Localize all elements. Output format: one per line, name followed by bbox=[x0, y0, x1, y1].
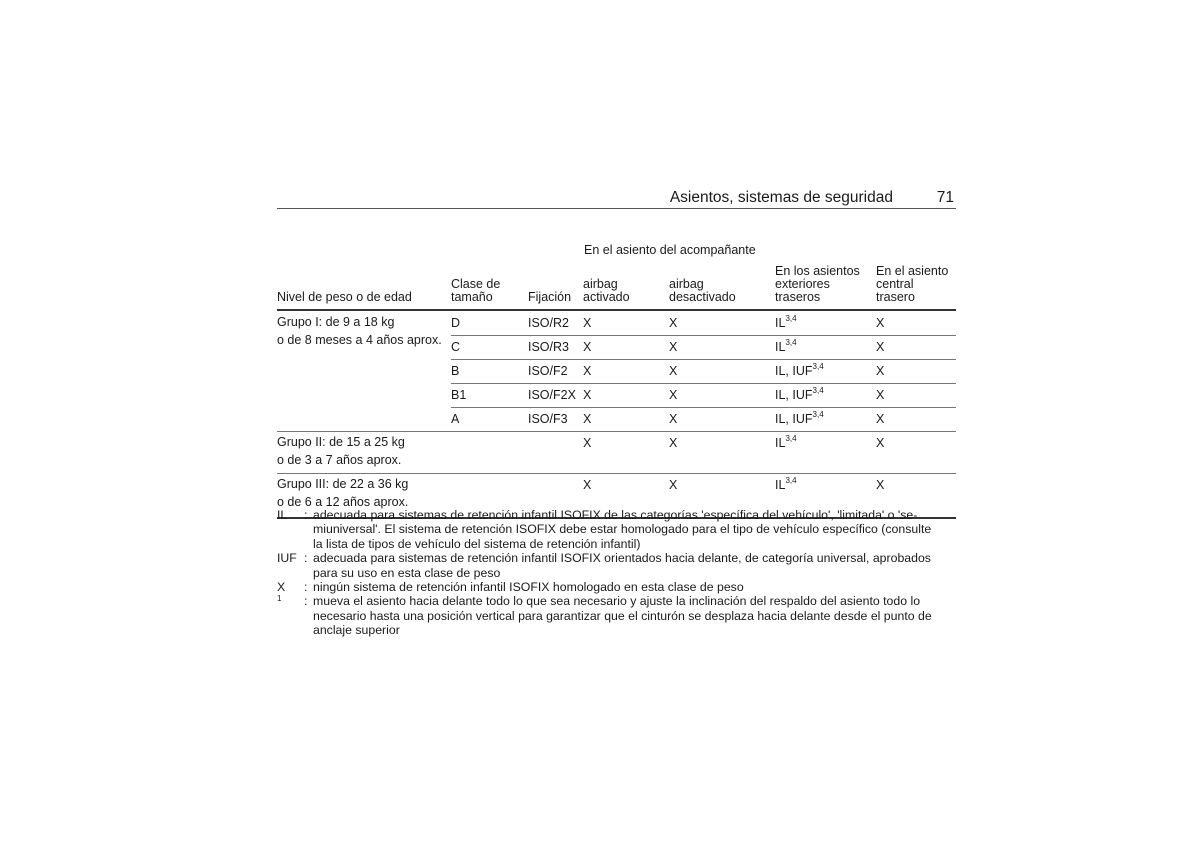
airbag-on-header bbox=[583, 278, 630, 304]
center-seat-cell: X bbox=[876, 316, 885, 330]
row-divider bbox=[451, 383, 956, 384]
weight-header bbox=[277, 291, 412, 304]
group-subtitle: o de 6 a 12 años aprox. bbox=[277, 495, 409, 509]
center-seat-header-line: En el asiento bbox=[876, 264, 949, 278]
outer-seats-cell: IL$^{3,4}$ bbox=[775, 433, 797, 450]
size-class-cell: A bbox=[451, 412, 460, 426]
footnote-ref: 3,4 bbox=[812, 361, 824, 371]
footnote-colon: : bbox=[304, 580, 308, 595]
group-divider bbox=[277, 473, 956, 474]
footnote-item bbox=[277, 551, 956, 580]
group-heading: En el asiento del acompañante bbox=[584, 243, 756, 257]
footnote-colon: : bbox=[304, 551, 308, 566]
row-divider bbox=[451, 407, 956, 408]
center-seat-cell: X bbox=[876, 388, 885, 402]
footnote-item bbox=[277, 508, 956, 551]
footnote-ref: 3,4 bbox=[812, 385, 824, 395]
airbag-on-cell: X bbox=[583, 412, 592, 426]
airbag-on-cell: X bbox=[583, 364, 592, 378]
footnote-colon: : bbox=[304, 508, 308, 522]
airbag-on-header-line: activado bbox=[583, 290, 630, 304]
footnote-text-line: anclaje superior bbox=[313, 623, 400, 638]
outer-seats-cell: IL, IUF$^{3,4}$ bbox=[775, 385, 824, 402]
row-divider bbox=[451, 359, 956, 360]
airbag-on-cell: X bbox=[583, 388, 592, 402]
size-class-header-line: tamaño bbox=[451, 290, 493, 304]
airbag-on-cell: X bbox=[583, 316, 592, 330]
group-title: Grupo I: de 9 a 18 kg bbox=[277, 315, 395, 329]
page-number: 71 bbox=[936, 189, 954, 206]
center-seat-header-line: central bbox=[876, 277, 914, 291]
outer-seats-cell: IL$^{3,4}$ bbox=[775, 313, 797, 330]
size-class-cell: B bbox=[451, 364, 460, 378]
footnote-colon: : bbox=[304, 594, 308, 609]
airbag-on-header-line: airbag bbox=[583, 277, 618, 291]
footnotes bbox=[277, 508, 956, 638]
outer-seats-cell: IL, IUF$^{3,4}$ bbox=[775, 409, 824, 426]
footnote-text: adecuada para sistemas de retención infantil ISOFIX orientados hacia delante, de categoría universal, aprobados bbox=[313, 551, 931, 566]
footnote-text-line: la lista de tipos de vehículo del sistema de retención infantil) bbox=[313, 536, 641, 551]
footnote-ref: 3,4 bbox=[785, 313, 797, 323]
fixation-cell: ISO/F3 bbox=[528, 412, 568, 426]
center-seat-cell: X bbox=[876, 412, 885, 426]
footnote-text-line: para su uso en esta clase de peso bbox=[313, 565, 501, 580]
table-header-row bbox=[277, 259, 956, 307]
footnote-text-line: necesario hasta una posición vertical para garantizar que el cinturón se desplaza hacia delante desde el punto de bbox=[313, 608, 932, 623]
outer-seats-cell: IL$^{3,4}$ bbox=[775, 337, 797, 354]
outer-seats-header-line: En los asientos bbox=[775, 264, 860, 278]
center-seat-cell: X bbox=[876, 340, 885, 354]
fixation-cell: ISO/R2 bbox=[528, 316, 569, 330]
footnote-text-line: miuniversal'. El sistema de retención ISOFIX debe estar homologado para el tipo de vehículo específico (consulte bbox=[313, 522, 932, 537]
header-rule bbox=[277, 309, 956, 311]
size-class-cell: D bbox=[451, 316, 461, 330]
center-seat-cell: X bbox=[876, 364, 885, 378]
outer-seats-header-line: exteriores bbox=[775, 277, 830, 291]
footnote-item bbox=[277, 580, 956, 594]
group-subtitle: o de 3 a 7 años aprox. bbox=[277, 453, 402, 467]
outer-seats-cell: IL$^{3,4}$ bbox=[775, 475, 797, 492]
footnote-key: X bbox=[277, 580, 286, 595]
fixation-cell: ISO/F2X bbox=[528, 388, 576, 402]
airbag-off-header-line: airbag bbox=[669, 277, 704, 291]
group-title: Grupo II: de 15 a 25 kg bbox=[277, 435, 405, 449]
group-title: Grupo III: de 22 a 36 kg bbox=[277, 477, 409, 491]
page-title: Asientos, sistemas de seguridad bbox=[669, 189, 893, 206]
footnote-ref: 3,4 bbox=[785, 475, 797, 485]
fixation-cell: ISO/F2 bbox=[528, 364, 568, 378]
outer-seats-header-line: traseros bbox=[775, 290, 821, 304]
size-class-header-line: Clase de bbox=[451, 277, 501, 291]
airbag-off-cell: X bbox=[669, 316, 678, 330]
footnote-key: IUF bbox=[277, 551, 297, 566]
outer-seats-header bbox=[775, 265, 860, 304]
page bbox=[277, 188, 956, 638]
airbag-off-cell: X bbox=[669, 412, 678, 426]
airbag-on-cell: X bbox=[583, 340, 592, 354]
page-header bbox=[277, 188, 956, 209]
airbag-off-cell: X bbox=[669, 340, 678, 354]
footnote-ref: 3,4 bbox=[785, 337, 797, 347]
airbag-on-cell: X bbox=[583, 478, 592, 492]
airbag-off-header bbox=[669, 278, 736, 304]
weight-header-line: Nivel de peso o de edad bbox=[277, 290, 412, 304]
footnote-item bbox=[277, 594, 956, 637]
footnote-text: adecuada para sistemas de retención infantil ISOFIX de las categorías 'específica del vehículo', 'limitada' o 'se- bbox=[313, 508, 918, 522]
size-class-header bbox=[451, 278, 500, 304]
airbag-off-header-line: desactivado bbox=[669, 290, 736, 304]
row-divider bbox=[451, 335, 956, 336]
footnote-key: 1 bbox=[277, 594, 282, 604]
isofix-table bbox=[277, 209, 956, 509]
size-class-cell: C bbox=[451, 340, 461, 354]
footnote-key: IL bbox=[277, 508, 288, 522]
airbag-off-cell: X bbox=[669, 436, 678, 450]
center-seat-header-line: trasero bbox=[876, 290, 915, 304]
footnote-text: mueva el asiento hacia delante todo lo que sea necesario y ajuste la inclinación del respaldo del asiento todo lo bbox=[313, 594, 921, 609]
airbag-off-cell: X bbox=[669, 364, 678, 378]
group-subtitle: o de 8 meses a 4 años aprox. bbox=[277, 333, 442, 347]
size-class-cell: B1 bbox=[451, 388, 467, 402]
outer-seats-cell: IL, IUF$^{3,4}$ bbox=[775, 361, 824, 378]
footnote-ref: 3,4 bbox=[812, 409, 824, 419]
fixation-header bbox=[528, 291, 571, 304]
footnote-text: ningún sistema de retención infantil ISOFIX homologado en esta clase de peso bbox=[313, 580, 744, 595]
center-seat-cell: X bbox=[876, 436, 885, 450]
center-seat-header bbox=[876, 265, 948, 304]
fixation-cell: ISO/R3 bbox=[528, 340, 569, 354]
fixation-header-line: Fijación bbox=[528, 290, 572, 304]
footnote-ref: 3,4 bbox=[785, 433, 797, 443]
airbag-off-cell: X bbox=[669, 478, 678, 492]
airbag-off-cell: X bbox=[669, 388, 678, 402]
center-seat-cell: X bbox=[876, 478, 885, 492]
group-divider bbox=[277, 431, 956, 432]
airbag-on-cell: X bbox=[583, 436, 592, 450]
